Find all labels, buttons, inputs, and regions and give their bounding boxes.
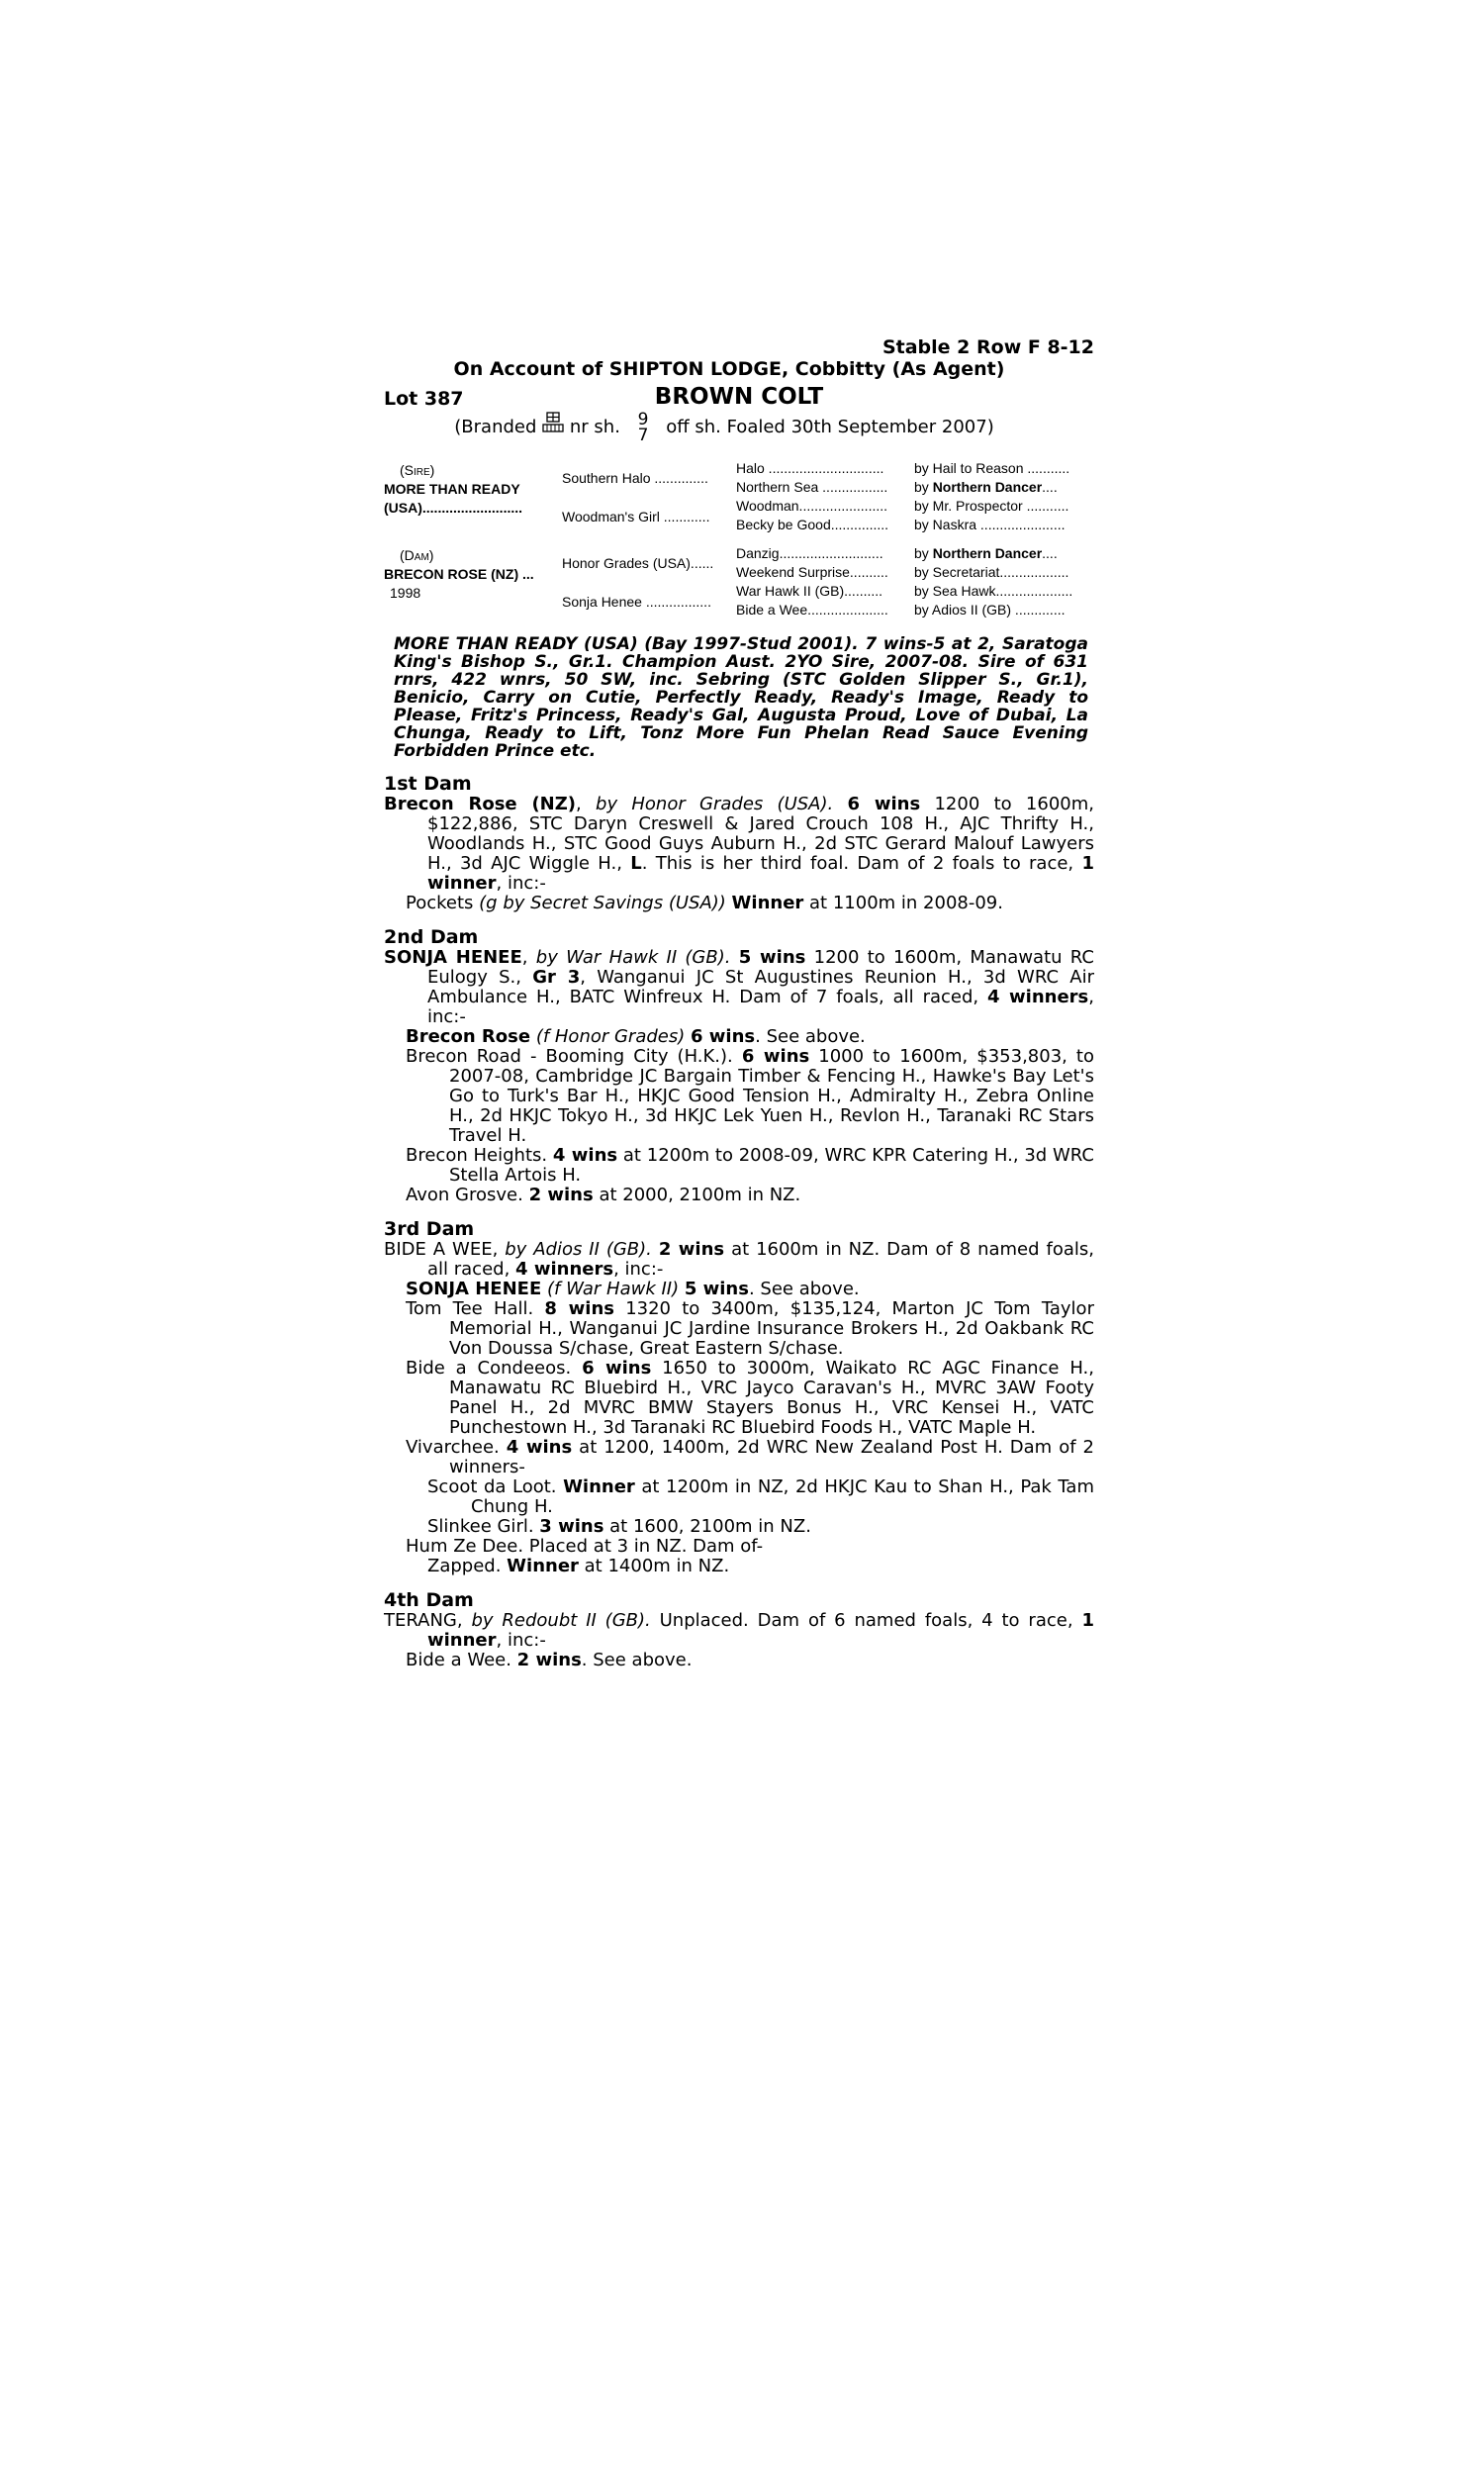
dam-name: BRECON ROSE (NZ) ... [384, 566, 534, 582]
progeny-name: Vivarchee. [406, 1437, 500, 1458]
grandsire-1: Southern Halo .............. [562, 470, 708, 486]
progeny-entry [384, 1146, 1094, 1186]
winners: 1 winner [427, 853, 1094, 894]
text: , inc:- [496, 873, 546, 894]
listed: L [630, 853, 642, 874]
grand-progeny-entry [384, 1517, 1094, 1537]
text: . See above. [748, 1279, 860, 1299]
ggparent-5: Danzig........................... [736, 545, 883, 561]
by-prefix: by [914, 545, 933, 561]
text: at 1200m in NZ, 2d HKJC Kau to Shan H., Pak Tam Chung H. [471, 1476, 1094, 1517]
text: 1200 to 1600m, $122,886, STC Daryn Creswell & Jared Crouch 108 H., AJC Thrifty H., Woodlands H., STC Good Guys Auburn H., 2d STC Gerard Malouf Lawyers H., 3d AJC Wiggle H., [427, 794, 1094, 874]
fourth-dam-heading: 4th Dam [384, 1589, 474, 1611]
text: at 1600, 2100m in NZ. [609, 1516, 811, 1537]
sire-name: MORE THAN READY [384, 481, 520, 497]
text: at 1600m in NZ. Dam of 8 named foals, all raced, [427, 1239, 1094, 1280]
text: 1320 to 3400m, $135,124, Marton JC Tom Taylor Memorial H., Wanganui JC Jardine Insurance Brokers H., 2d Oakbank RC Von Doussa S/chase, Great Eastern S/chase. [449, 1298, 1094, 1359]
by-line-4: by Naskra ...................... [914, 517, 1066, 532]
grandsire-3: Honor Grades (USA)...... [562, 555, 714, 571]
dam-sire: by Adios II (GB). [505, 1239, 652, 1260]
progeny-entry [384, 894, 1094, 913]
dots: .... [1042, 545, 1058, 561]
winners: 1 winner [427, 1610, 1094, 1651]
grandsire-2: Woodman's Girl ............ [562, 509, 710, 524]
dam-name: Brecon Rose (NZ) [384, 794, 577, 814]
progeny-entry [384, 1299, 1094, 1359]
stable-location: Stable 2 Row F 8-12 [881, 336, 1094, 358]
ggparent-2: Northern Sea ................. [736, 479, 888, 495]
text: 1650 to 3000m, Waikato RC AGC Finance H., Manawatu RC Bluebird H., VRC Jayco Caravan's H., MVRC 3AW Footy Panel H., 2d MVRC BMW Stayers Bonus H., VRC Kensei H., VATC Punchestown H., 3d Taranaki RC Bluebird Foods H., VATC Maple H. [449, 1358, 1094, 1438]
vendor-account: On Account of SHIPTON LODGE, Cobbitty (As Agent) [453, 358, 1005, 380]
text: , inc:- [427, 987, 1094, 1027]
brand-suffix: off sh. Foaled 30th September 2007) [666, 417, 994, 437]
text: . This is her third foal. Dam of 2 foals to race, [641, 853, 1074, 874]
text: at 1200m to 2008-09, WRC KPR Catering H., 3d WRC Stella Artois H. [449, 1145, 1094, 1186]
progeny-entry [384, 1047, 1094, 1146]
by-prefix: by [914, 479, 933, 495]
text: , inc:- [496, 1630, 546, 1651]
progeny-entry [384, 1186, 1094, 1205]
text: 1200 to 1600m, Manawatu RC Eulogy S., [427, 947, 1094, 988]
dam-sire: by War Hawk II (GB). [535, 947, 731, 968]
wins: 5 wins [738, 947, 806, 968]
brand-fraction [638, 412, 649, 443]
progeny-entry [384, 1359, 1094, 1438]
wins: 4 wins [552, 1145, 618, 1166]
dam-name: SONJA HENEE [384, 947, 522, 968]
progeny-sire: (g by Secret Savings (USA)) [479, 893, 726, 913]
progeny-entry [384, 1438, 1094, 1477]
winners: 4 winners [515, 1259, 614, 1280]
progeny-name: Hum Ze Dee. Placed at 3 in NZ. Dam of- [406, 1536, 764, 1557]
wins: 6 wins [691, 1026, 756, 1047]
dots: .... [1042, 479, 1058, 495]
wins: 2 wins [528, 1185, 594, 1205]
brand-mid: nr sh. [569, 417, 620, 437]
progeny-name: Bide a Wee. [406, 1650, 511, 1670]
grandsire-4: Sonja Henee ................. [562, 594, 711, 610]
fraction-bottom: 7 [637, 426, 649, 445]
dam-sire: by Honor Grades (USA). [596, 794, 834, 814]
wins: 8 wins [544, 1298, 615, 1319]
progeny-name: Zapped. [427, 1556, 502, 1576]
dam-year: 1998 [390, 585, 421, 601]
dam-tag: (Dam) [400, 547, 434, 563]
wins: 3 wins [539, 1516, 604, 1537]
ggparent-8: Bide a Wee..................... [736, 602, 888, 618]
text: at 2000, 2100m in NZ. [599, 1185, 801, 1205]
sire-summary: MORE THAN READY (USA) (Bay 1997-Stud 2001). 7 wins-5 at 2, Saratoga King's Bishop S., Gr.1. Champion Aust. 2YO Sire, 2007-08. Sire of 631 rnrs, 422 wnrs, 50 SW, inc. Sebring (STC Golden Slipper S., Gr.1), Benicio, Carry on Cutie, Perfectly Ready, Ready's Image, Ready to Please, Fritz's Princess, Ready's Gal, Augusta Proud, Love of Dubai, La Chunga, Ready to Lift, Tonz More Fun Phelan Read Sauce Evening Forbidden Prince etc. [394, 634, 1088, 761]
text: . See above. [581, 1650, 693, 1670]
third-dam-heading: 3rd Dam [384, 1218, 475, 1240]
text: 1000 to 1600m, $353,803, to 2007-08, Cambridge JC Bargain Timber & Fencing H., Hawke's Bay Let's Go to Turk's Bar H., HKJC Good Tension H., Admiralty H., Zebra Online H., 2d HKJC Tokyo H., 3d HKJC Lek Yuen H., Revlon H., Taranaki RC Stars Travel H. [449, 1046, 1094, 1146]
progeny-name: Tom Tee Hall. [406, 1298, 534, 1319]
text: Unplaced. Dam of 6 named foals, 4 to race, [659, 1610, 1073, 1631]
brand-prefix: (Branded [454, 417, 537, 437]
catalogue-page [384, 336, 1094, 1670]
by-line-5 [914, 544, 1058, 563]
first-dam-heading: 1st Dam [384, 773, 472, 795]
fourth-dam-entry [384, 1611, 1094, 1651]
grand-progeny-entry [384, 1557, 1094, 1576]
progeny-name: Avon Grosve. [406, 1185, 523, 1205]
dam-name: BIDE A WEE, [384, 1239, 499, 1260]
ggparent-3: Woodman....................... [736, 498, 888, 514]
progeny-name: Pockets [406, 893, 474, 913]
by-line-1: by Hail to Reason ........... [914, 460, 1070, 476]
northern-dancer: Northern Dancer [932, 545, 1043, 561]
text: . See above. [755, 1026, 866, 1047]
grand-progeny-entry [384, 1477, 1094, 1517]
progeny-sire: (f War Hawk II) [546, 1279, 680, 1299]
group: Gr 3 [532, 967, 581, 988]
sire-tag: (Sire) [400, 462, 435, 478]
first-dam-entry: Brecon Rose (NZ), by Honor Grades (USA). 6 wins 1200 to 1600m, $122,886, STC Daryn Creswell & Jared Crouch 108 H., AJC Thrifty H., Woodlands H., STC Good Guys Auburn H., 2d STC Gerard Malouf Lawyers H., 3d AJC Wiggle H., L. This is her third foal. Dam of 2 foals to race, 1 winner, inc:- [384, 794, 1094, 894]
progeny-name: Scoot da Loot. [427, 1476, 557, 1497]
sire-country: (USA).......................... [384, 500, 523, 516]
brand-mark-icon [542, 412, 564, 433]
wins: 6 wins [847, 794, 921, 814]
by-line-6: by Secretariat.................. [914, 564, 1069, 580]
progeny-entry [384, 1537, 1094, 1557]
text: , inc:- [613, 1259, 664, 1280]
wins: 2 wins [658, 1239, 725, 1260]
progeny-name: Bide a Condeeos. [406, 1358, 572, 1379]
brand-line [354, 412, 1094, 443]
third-dam-entry [384, 1240, 1094, 1280]
wins: 6 wins [741, 1046, 810, 1067]
text: at 1200, 1400m, 2d WRC New Zealand Post H. Dam of 2 winners- [449, 1437, 1094, 1477]
by-line-3: by Mr. Prospector ........... [914, 498, 1069, 514]
by-line-2 [914, 478, 1058, 497]
text: at 1100m in 2008-09. [809, 893, 1003, 913]
progeny-name: Brecon Rose [406, 1026, 531, 1047]
progeny-name: SONJA HENEE [406, 1279, 542, 1299]
fraction-top: 9 [637, 410, 649, 429]
text: at 1400m in NZ. [584, 1556, 730, 1576]
text: , Wanganui JC St Augustines Reunion H., 3d WRC Air Ambulance H., BATC Winfreux H. Dam of 7 foals, all raced, [427, 967, 1094, 1007]
ggparent-1: Halo .............................. [736, 460, 884, 476]
wins: 4 wins [506, 1437, 573, 1458]
progeny-name: Brecon Road - Booming City (H.K.). [406, 1046, 733, 1067]
dam-name: TERANG, [384, 1610, 463, 1631]
by-line-7: by Sea Hawk.................... [914, 583, 1073, 599]
progeny-entry [384, 1651, 1094, 1670]
by-line-8: by Adios II (GB) ............. [914, 602, 1066, 618]
pedigree-table [384, 455, 1094, 621]
progeny-name: Brecon Heights. [406, 1145, 548, 1166]
second-dam-entry: SONJA HENEE, by War Hawk II (GB). 5 wins 1200 to 1600m, Manawatu RC Eulogy S., Gr 3, Wanganui JC St Augustines Reunion H., 3d WRC Air Ambulance H., BATC Winfreux H. Dam of 7 foals, all raced, 4 winners, inc:- [384, 947, 1094, 1027]
northern-dancer: Northern Dancer [932, 479, 1043, 495]
ggparent-7: War Hawk II (GB).......... [736, 583, 883, 599]
dam-sire: by Redoubt II (GB). [471, 1610, 651, 1631]
wins: Winner [563, 1476, 635, 1497]
horse-title: BROWN COLT [654, 384, 824, 410]
lot-header [384, 384, 1094, 412]
progeny-sire: (f Honor Grades) [535, 1026, 686, 1047]
second-dam-heading: 2nd Dam [384, 926, 479, 948]
wins: 2 wins [516, 1650, 582, 1670]
progeny-entry [384, 1027, 1094, 1047]
ggparent-6: Weekend Surprise.......... [736, 564, 888, 580]
wins: 6 wins [582, 1358, 652, 1379]
winners: 4 winners [987, 987, 1089, 1007]
wins: Winner [507, 1556, 579, 1576]
wins: Winner [731, 893, 804, 913]
wins: 5 wins [684, 1279, 749, 1299]
progeny-name: Slinkee Girl. [427, 1516, 534, 1537]
progeny-entry [384, 1280, 1094, 1299]
ggparent-4: Becky be Good............... [736, 517, 889, 532]
lot-number: Lot 387 [384, 388, 464, 410]
